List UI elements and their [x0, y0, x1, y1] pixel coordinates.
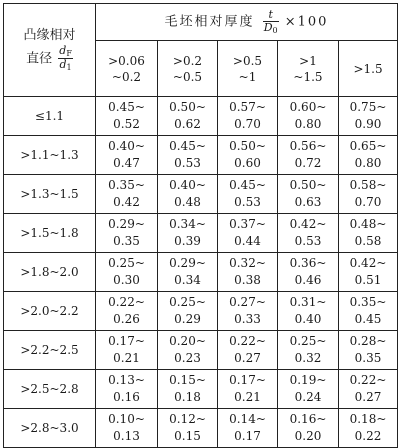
table-cell [218, 214, 278, 253]
row-label: >2.0~2.2 [4, 292, 96, 331]
row-label: >1.8~2.0 [4, 253, 96, 292]
cell-range-start: 0.31~ [289, 294, 327, 309]
table-container [3, 3, 397, 445]
table-cell [218, 253, 278, 292]
table-cell [218, 136, 278, 175]
cell-range-start: 0.37~ [229, 216, 266, 231]
table-cell [218, 409, 278, 448]
cell-range-end: 0.24 [294, 390, 322, 404]
column-header [278, 41, 339, 97]
cell-range-start: 0.42~ [289, 216, 327, 231]
table-cell [218, 175, 278, 214]
cell-range-start: 0.32~ [229, 255, 266, 270]
table-cell [158, 292, 218, 331]
table-row [4, 175, 398, 214]
table-cell [278, 331, 339, 370]
table-row [4, 136, 398, 175]
column-header [339, 41, 398, 97]
row-label: >2.8~3.0 [4, 409, 96, 448]
cell-range-start: 0.35~ [349, 294, 387, 309]
table-cell [96, 253, 158, 292]
title-fraction [263, 9, 279, 35]
cell-range-end: 0.72 [294, 156, 322, 170]
table-cell [339, 136, 398, 175]
cell-range-start: 0.40~ [169, 177, 206, 192]
table-cell [218, 97, 278, 136]
cell-range-end: 0.53 [174, 156, 201, 170]
row-header-corner [4, 4, 96, 97]
cell-range-start: 0.45~ [108, 99, 145, 114]
cell-range-start: 0.10~ [108, 411, 145, 426]
table-cell [218, 331, 278, 370]
cell-range-end: 0.47 [113, 156, 140, 170]
title-frac-den: D [263, 20, 273, 34]
cell-range-end: 0.26 [113, 312, 140, 326]
cell-range-end: 0.35 [113, 234, 140, 248]
table-cell [158, 97, 218, 136]
column-header-bottom: ~1 [238, 69, 257, 84]
cell-range-end: 0.52 [113, 117, 140, 131]
cell-range-end: 0.70 [234, 117, 261, 131]
table-cell [158, 370, 218, 409]
cell-range-start: 0.22~ [229, 333, 266, 348]
cell-range-start: 0.36~ [289, 255, 327, 270]
cell-range-end: 0.38 [234, 273, 261, 287]
title-frac-den-sub: 0 [272, 25, 278, 35]
cell-range-start: 0.25~ [108, 255, 145, 270]
table-cell [278, 370, 339, 409]
table-cell [96, 292, 158, 331]
table-row [4, 292, 398, 331]
row-label: ≤1.1 [4, 97, 96, 136]
table-cell [339, 97, 398, 136]
cell-range-start: 0.60~ [289, 99, 327, 114]
table-cell [96, 409, 158, 448]
cell-range-end: 0.63 [294, 195, 322, 209]
table-cell [96, 97, 158, 136]
title-prefix: 毛坯相对厚度 [164, 14, 255, 30]
cell-range-start: 0.50~ [289, 177, 327, 192]
table-row [4, 253, 398, 292]
cell-range-end: 0.27 [234, 351, 261, 365]
cell-range-start: 0.19~ [289, 372, 327, 387]
cell-range-start: 0.40~ [108, 138, 145, 153]
table-cell [96, 214, 158, 253]
table-cell [278, 175, 339, 214]
cell-range-start: 0.28~ [349, 333, 387, 348]
table-cell [158, 214, 218, 253]
table-cell [96, 331, 158, 370]
cell-range-end: 0.21 [113, 351, 140, 365]
title-suffix: ×100 [284, 14, 329, 30]
cell-range-start: 0.48~ [349, 216, 387, 231]
cell-range-start: 0.50~ [229, 138, 266, 153]
corner-line2 [4, 45, 95, 73]
cell-range-start: 0.18~ [349, 411, 387, 426]
column-header-top: >1 [299, 53, 317, 68]
cell-range-end: 0.15 [174, 429, 201, 443]
cell-range-start: 0.45~ [229, 177, 266, 192]
column-header [96, 41, 158, 97]
cell-range-end: 0.80 [354, 156, 382, 170]
corner-fraction [58, 45, 73, 73]
cell-range-start: 0.27~ [229, 294, 266, 309]
cell-range-start: 0.17~ [229, 372, 266, 387]
cell-range-start: 0.17~ [108, 333, 145, 348]
cell-range-end: 0.17 [234, 429, 261, 443]
table-row [4, 214, 398, 253]
table-row [4, 97, 398, 136]
table-row [4, 331, 398, 370]
cell-range-start: 0.25~ [289, 333, 327, 348]
cell-range-start: 0.34~ [169, 216, 206, 231]
cell-range-start: 0.20~ [169, 333, 206, 348]
table-cell [278, 292, 339, 331]
cell-range-start: 0.42~ [349, 255, 387, 270]
cell-range-start: 0.65~ [349, 138, 387, 153]
cell-range-start: 0.29~ [169, 255, 206, 270]
cell-range-end: 0.16 [113, 390, 140, 404]
cell-range-end: 0.80 [294, 117, 322, 131]
row-label: >2.5~2.8 [4, 370, 96, 409]
corner-line1: 凸缘相对 [23, 27, 76, 43]
cell-range-start: 0.58~ [349, 177, 387, 192]
cell-range-start: 0.35~ [108, 177, 145, 192]
column-header-top: >1.5 [353, 61, 383, 76]
cell-range-end: 0.58 [354, 234, 382, 248]
row-label: >2.2~2.5 [4, 331, 96, 370]
cell-range-end: 0.39 [174, 234, 201, 248]
cell-range-end: 0.42 [113, 195, 140, 209]
cell-range-start: 0.25~ [169, 294, 206, 309]
cell-range-end: 0.20 [294, 429, 322, 443]
table-cell [158, 331, 218, 370]
column-group-title [96, 4, 398, 41]
table-cell [339, 214, 398, 253]
cell-range-end: 0.30 [113, 273, 140, 287]
cell-range-start: 0.57~ [229, 99, 266, 114]
corner-frac-num: d [59, 43, 67, 57]
cell-range-end: 0.22 [354, 429, 382, 443]
cell-range-start: 0.22~ [108, 294, 145, 309]
cell-range-end: 0.51 [354, 273, 382, 287]
column-header-bottom: ~1.5 [293, 69, 323, 84]
cell-range-end: 0.62 [174, 117, 201, 131]
coefficient-table [3, 3, 398, 448]
column-header [218, 41, 278, 97]
cell-range-end: 0.44 [234, 234, 261, 248]
table-cell [278, 409, 339, 448]
column-header-top: >0.5 [232, 53, 263, 68]
table-cell [158, 409, 218, 448]
table-cell [158, 175, 218, 214]
cell-range-start: 0.45~ [169, 138, 206, 153]
table-cell [339, 292, 398, 331]
cell-range-start: 0.56~ [289, 138, 327, 153]
row-label: >1.5~1.8 [4, 214, 96, 253]
table-row [4, 409, 398, 448]
column-header-bottom: ~0.2 [111, 69, 142, 84]
table-cell [339, 409, 398, 448]
table-cell [278, 253, 339, 292]
table-cell [339, 175, 398, 214]
cell-range-end: 0.40 [294, 312, 322, 326]
cell-range-end: 0.35 [354, 351, 382, 365]
cell-range-end: 0.23 [174, 351, 201, 365]
table-cell [218, 292, 278, 331]
cell-range-end: 0.21 [234, 390, 261, 404]
cell-range-end: 0.33 [234, 312, 261, 326]
table-cell [96, 136, 158, 175]
table-cell [339, 370, 398, 409]
cell-range-start: 0.50~ [169, 99, 206, 114]
cell-range-start: 0.22~ [349, 372, 387, 387]
cell-range-start: 0.29~ [108, 216, 145, 231]
corner-line2-prefix: 直径 [26, 50, 53, 66]
column-header-top: >0.2 [172, 53, 203, 68]
cell-range-start: 0.14~ [229, 411, 266, 426]
cell-range-end: 0.18 [174, 390, 201, 404]
cell-range-end: 0.32 [294, 351, 322, 365]
table-cell [278, 136, 339, 175]
corner-frac-num-sub: F [66, 48, 72, 58]
cell-range-start: 0.16~ [289, 411, 327, 426]
cell-range-end: 0.13 [113, 429, 140, 443]
cell-range-end: 0.60 [234, 156, 261, 170]
cell-range-end: 0.48 [174, 195, 201, 209]
corner-frac-den-sub: 1 [66, 62, 72, 72]
cell-range-end: 0.53 [294, 234, 322, 248]
cell-range-start: 0.15~ [169, 372, 206, 387]
cell-range-start: 0.75~ [349, 99, 387, 114]
cell-range-end: 0.45 [354, 312, 382, 326]
table-cell [278, 214, 339, 253]
table-cell [96, 175, 158, 214]
table-row [4, 370, 398, 409]
cell-range-end: 0.46 [294, 273, 322, 287]
cell-range-end: 0.90 [354, 117, 382, 131]
cell-range-start: 0.13~ [108, 372, 145, 387]
cell-range-end: 0.34 [174, 273, 201, 287]
row-label: >1.1~1.3 [4, 136, 96, 175]
column-header [158, 41, 218, 97]
table-cell [218, 370, 278, 409]
title-frac-num: t [268, 8, 273, 22]
cell-range-end: 0.27 [354, 390, 382, 404]
cell-range-end: 0.53 [234, 195, 261, 209]
table-cell [96, 370, 158, 409]
cell-range-end: 0.29 [174, 312, 201, 326]
row-label: >1.3~1.5 [4, 175, 96, 214]
cell-range-start: 0.12~ [169, 411, 206, 426]
table-cell [339, 331, 398, 370]
column-header-top: >0.06 [108, 53, 145, 68]
table-cell [158, 136, 218, 175]
column-header-bottom: ~0.5 [172, 69, 203, 84]
table-cell [278, 97, 339, 136]
table-cell [339, 253, 398, 292]
cell-range-end: 0.70 [354, 195, 382, 209]
corner-frac-den: d [59, 57, 67, 71]
table-cell [158, 253, 218, 292]
